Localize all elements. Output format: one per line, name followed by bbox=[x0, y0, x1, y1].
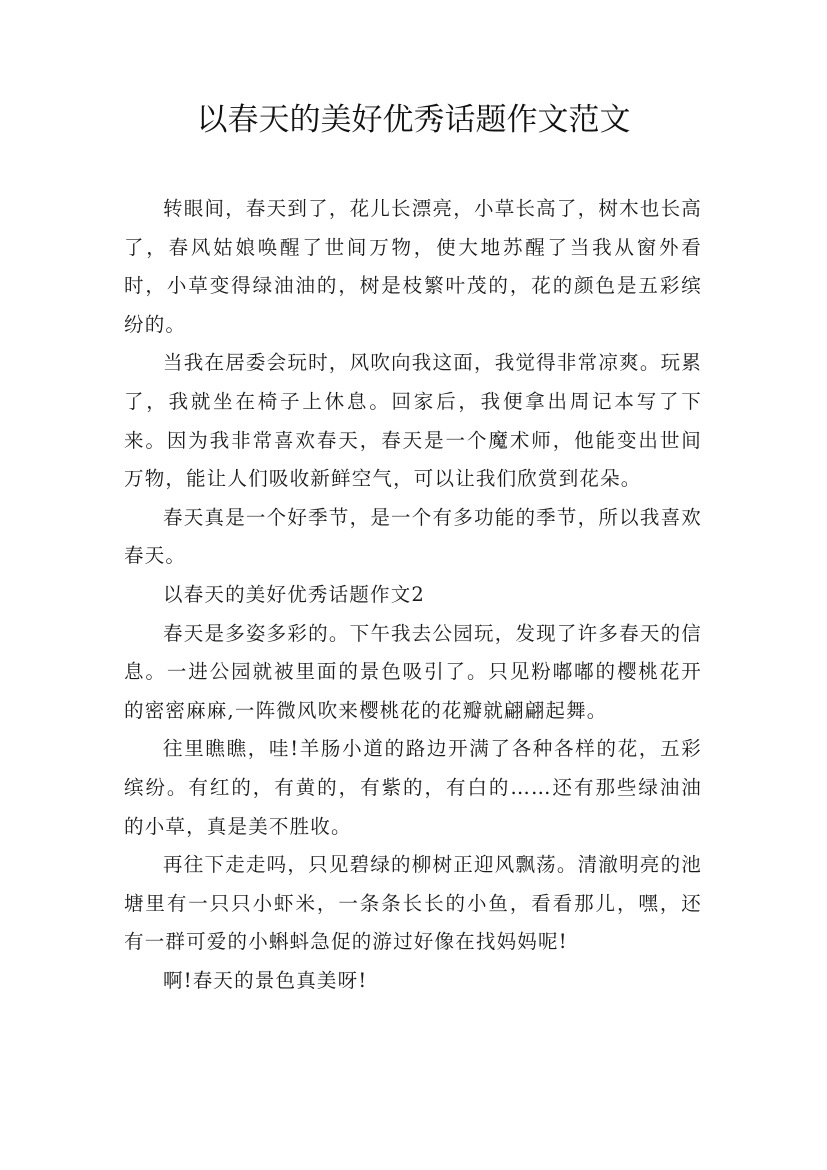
paragraph-1: 转眼间，春天到了，花儿长漂亮，小草长高了，树木也长高了，春风姑娘唤醒了世间万物，使大地苏醒了当我从窗外看时，小草变得绿油油的，树是枝繁叶茂的，花的颜色是五彩缤纷的。 bbox=[124, 197, 702, 336]
paragraph-3: 春天真是一个好季节，是一个有多功能的季节，所以我喜欢春天。 bbox=[124, 505, 702, 568]
document-title: 以春天的美好优秀话题作文范文 bbox=[196, 102, 631, 138]
paragraph-2: 当我在居委会玩时，风吹向我这面，我觉得非常凉爽。玩累了，我就坐在椅子上休息。回家后，我便拿出周记本写了下来。因为我非常喜欢春天，春天是一个魔术师，他能变出世间万物，能让人们吸收新鲜空气，可以让我们欣赏到花朵。 bbox=[124, 351, 702, 491]
paragraph-6: 再往下走走吗，只见碧绿的柳树正迎风飘荡。清澈明亮的池塘里有一只只小虾米，一条条长长的小鱼，看看那儿，嘿，还有一群可爱的小蝌蚪急促的游过好像在找妈妈呢! bbox=[124, 853, 702, 954]
paragraph-7: 啊!春天的景色真美呀! bbox=[163, 968, 368, 992]
document-body bbox=[124, 190, 702, 1000]
paragraph-5: 往里瞧瞧，哇!羊肠小道的路边开满了各种各样的花，五彩缤纷。有红的，有黄的，有紫的，有白的……还有那些绿油油的小草，真是美不胜收。 bbox=[124, 737, 702, 838]
paragraph-4: 春天是多姿多彩的。下午我去公园玩，发现了许多春天的信息。一进公园就被里面的景色吸引了。只见粉嘟嘟的樱桃花开的密密麻麻,一阵微风吹来樱桃花的花瓣就翩翩起舞。 bbox=[124, 621, 702, 722]
section-heading-2: 以春天的美好优秀话题作文2 bbox=[163, 582, 426, 606]
